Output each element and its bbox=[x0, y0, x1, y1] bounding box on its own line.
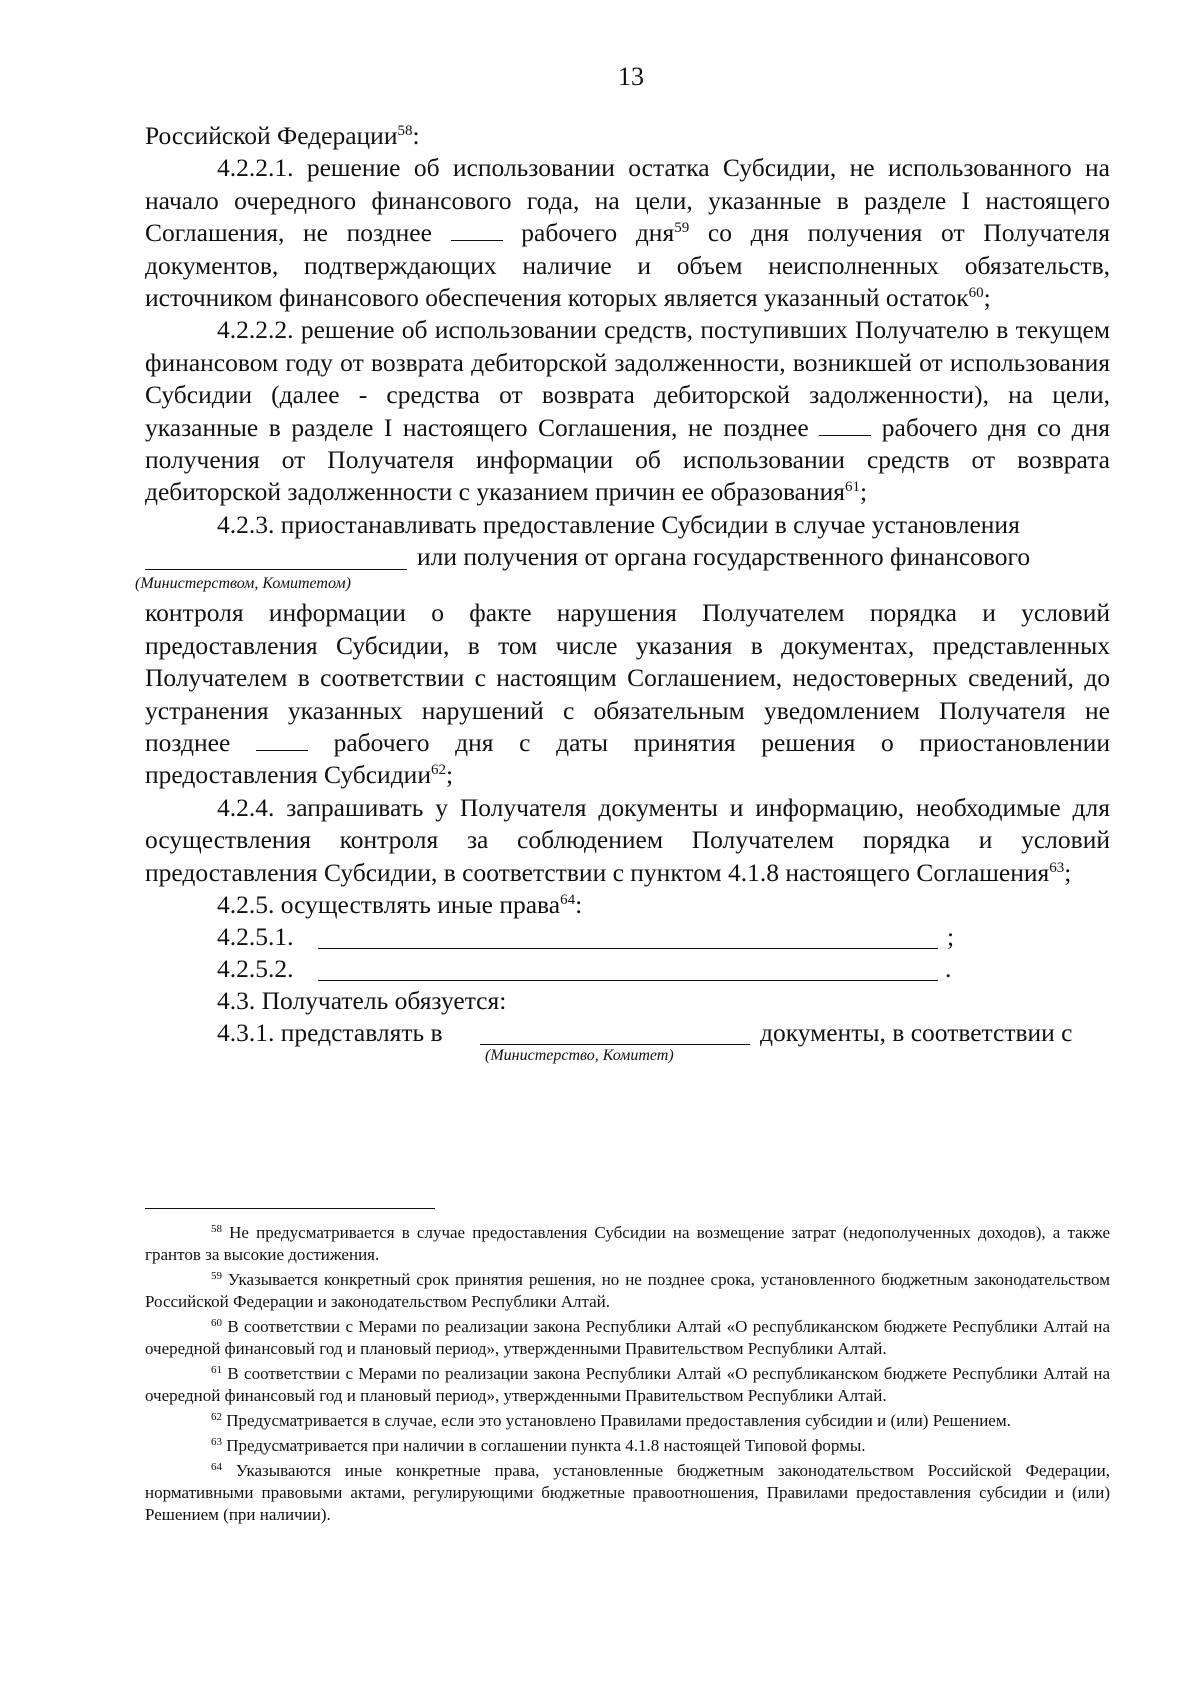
text: Российской Федерации bbox=[145, 121, 398, 150]
text: . bbox=[945, 954, 952, 984]
item-4-2-5-2 bbox=[145, 953, 1110, 985]
blank-field bbox=[480, 1022, 750, 1045]
footnote-number: 59 bbox=[211, 1270, 222, 1282]
text: рабочего дня с даты принятия решения о приостановлении предоставления Субсидии bbox=[145, 727, 1111, 790]
text: ; bbox=[1064, 857, 1072, 887]
footnote-number: 58 bbox=[211, 1223, 222, 1235]
blank-field bbox=[318, 926, 938, 949]
footnote-text: Предусматривается в случае, если это установлено Правилами предоставления субсидии и (или) Решением. bbox=[222, 1411, 1011, 1430]
footnote-ref: 58 bbox=[397, 123, 413, 139]
footnote bbox=[145, 1222, 1110, 1266]
text: : bbox=[412, 121, 420, 150]
text: 4.2.3. приостанавливать предоставление Субсидии в случае установления bbox=[217, 509, 1020, 539]
footnote bbox=[145, 1460, 1110, 1526]
footnote bbox=[145, 1363, 1110, 1407]
footnote-text: В соответствии с Мерами по реализации закона Республики Алтай «О республиканском бюджете Республики Алтай на очередной финансовый год и плановый период», утвержденными Правительством Республики Алтай. bbox=[145, 1317, 1110, 1358]
blank-field bbox=[819, 413, 871, 436]
footnote-text: Не предусматривается в случае предоставления Субсидии на возмещение затрат (недополученных доходов), а также грантов за высокие достижения. bbox=[145, 1223, 1110, 1264]
text: рабочего дня bbox=[502, 218, 675, 248]
paragraph-4-2-4 bbox=[145, 792, 1110, 889]
field-hint: (Министерство, Комитет) bbox=[485, 1047, 674, 1065]
blank-field bbox=[145, 547, 407, 570]
blank-row-4-2-3 bbox=[135, 541, 1110, 597]
text: ; bbox=[860, 477, 868, 507]
item-4-3 bbox=[145, 985, 1110, 1017]
text: 4.2.2.1. решение об использовании остатка Субсидии, не использованного на начало очередного финансового года, на цели, указанные в разделе I настоящего Соглашения, не позднее bbox=[145, 153, 1110, 248]
footnote-ref: 64 bbox=[560, 891, 576, 908]
footnote-number: 61 bbox=[211, 1364, 222, 1376]
paragraph-4-2-2-2 bbox=[145, 314, 1110, 508]
text: ; bbox=[445, 760, 454, 790]
footnote-number: 62 bbox=[211, 1411, 222, 1423]
document-body bbox=[135, 120, 1111, 1067]
footnote-text: Указываются иные конкретные права, установленные бюджетным законодательством Российской Федерации, нормативными правовыми актами, регулирующими бюджетные правоотношения, Правилами предоставления субсидии и (или) Решением (при наличии). bbox=[145, 1461, 1110, 1524]
text: 4.3.1. представлять в bbox=[217, 1018, 443, 1048]
footnote-ref: 63 bbox=[1049, 859, 1065, 876]
field-hint: (Министерством, Комитетом) bbox=[135, 575, 351, 593]
text: 4.2.5.2. bbox=[217, 954, 294, 984]
text: 4.3. Получатель обязуется: bbox=[217, 986, 507, 1016]
paragraph-4-2-3-cont bbox=[145, 597, 1110, 791]
paragraph-4-2-5 bbox=[145, 889, 1110, 921]
footnote-separator bbox=[145, 1208, 435, 1209]
page-number: 13 bbox=[618, 62, 644, 91]
text: : bbox=[575, 889, 583, 919]
paragraph-4-2-2-1 bbox=[145, 152, 1110, 314]
footnote-text: В соответствии с Мерами по реализации закона Республики Алтай «О республиканском бюджете Республики Алтай на очередной финансовый год и плановый период», утвержденными Правительством Республики Алтай. bbox=[145, 1364, 1110, 1405]
footnote-number: 60 bbox=[211, 1317, 222, 1329]
footnote bbox=[145, 1410, 1110, 1432]
text: рабочего дня со дня получения от Получателя информации об использовании средств от возврата дебиторской задолженности с указанием причин ее образования bbox=[145, 412, 1110, 507]
footnote-number: 63 bbox=[211, 1436, 222, 1448]
text: 4.2.5. осуществлять иные права bbox=[217, 889, 561, 919]
text: ; bbox=[947, 922, 955, 952]
footnote-ref: 62 bbox=[430, 762, 446, 779]
footnote-ref: 60 bbox=[968, 285, 984, 302]
footnote-ref: 59 bbox=[674, 220, 690, 237]
footnote-number: 64 bbox=[211, 1461, 222, 1473]
text: 4.2.5.1. bbox=[217, 922, 294, 952]
text: 4.2.4. запрашивать у Получателя документы и информацию, необходимые для осуществления контроля за соблюдением Получателем порядка и условий предоставления Субсидии, в соответствии с пунктом 4.1.8 настоящего Соглашения bbox=[145, 792, 1110, 887]
blank-field bbox=[451, 218, 503, 241]
item-4-3-1 bbox=[145, 1017, 1110, 1067]
item-4-2-5-1 bbox=[145, 921, 1110, 953]
footnote-text: Указывается конкретный срок принятия решения, но не позднее срока, установленного бюджетным законодательством Российской Федерации и законодательством Республики Алтай. bbox=[145, 1270, 1110, 1311]
text: 4.2.2.2. решение об использовании средств, поступивших Получателю в текущем финансовом году от возврата дебиторской задолженности, возникшей от использования Субсидии (далее - средства от возврата дебиторской задолженности), на цели, указанные в разделе I настоящего Соглашения, не позднее bbox=[145, 315, 1110, 442]
footnote-text: Предусматривается при наличии в соглашении пункта 4.1.8 настоящей Типовой формы. bbox=[222, 1436, 866, 1455]
blank-field bbox=[318, 958, 938, 981]
footnotes bbox=[145, 1222, 1110, 1529]
paragraph-continuation bbox=[145, 120, 1110, 152]
text: или получения от органа государственного финансового bbox=[417, 542, 1031, 572]
text: ; bbox=[983, 283, 991, 313]
blank-field bbox=[256, 728, 308, 751]
paragraph-4-2-3 bbox=[145, 509, 1110, 541]
text: контроля информации о факте нарушения Получателем порядка и условий предоставления Субсидии, в том числе указания в документах, представленных Получателем в соответствии с настоящим Соглашением, недостоверных сведений, до устранения указанных нарушений с обязательным уведомлением Получателя не позднее bbox=[145, 598, 1110, 757]
footnote-ref: 61 bbox=[845, 479, 861, 496]
footnote bbox=[145, 1316, 1110, 1360]
footnote bbox=[145, 1269, 1110, 1313]
text: со дня получения от Получателя документов, подтверждающих наличие и объем неисполненных обязательств, источником финансового обеспечения которых является указанный остаток bbox=[145, 218, 1110, 313]
footnote bbox=[145, 1435, 1110, 1457]
text: документы, в соответствии с bbox=[760, 1018, 1073, 1048]
